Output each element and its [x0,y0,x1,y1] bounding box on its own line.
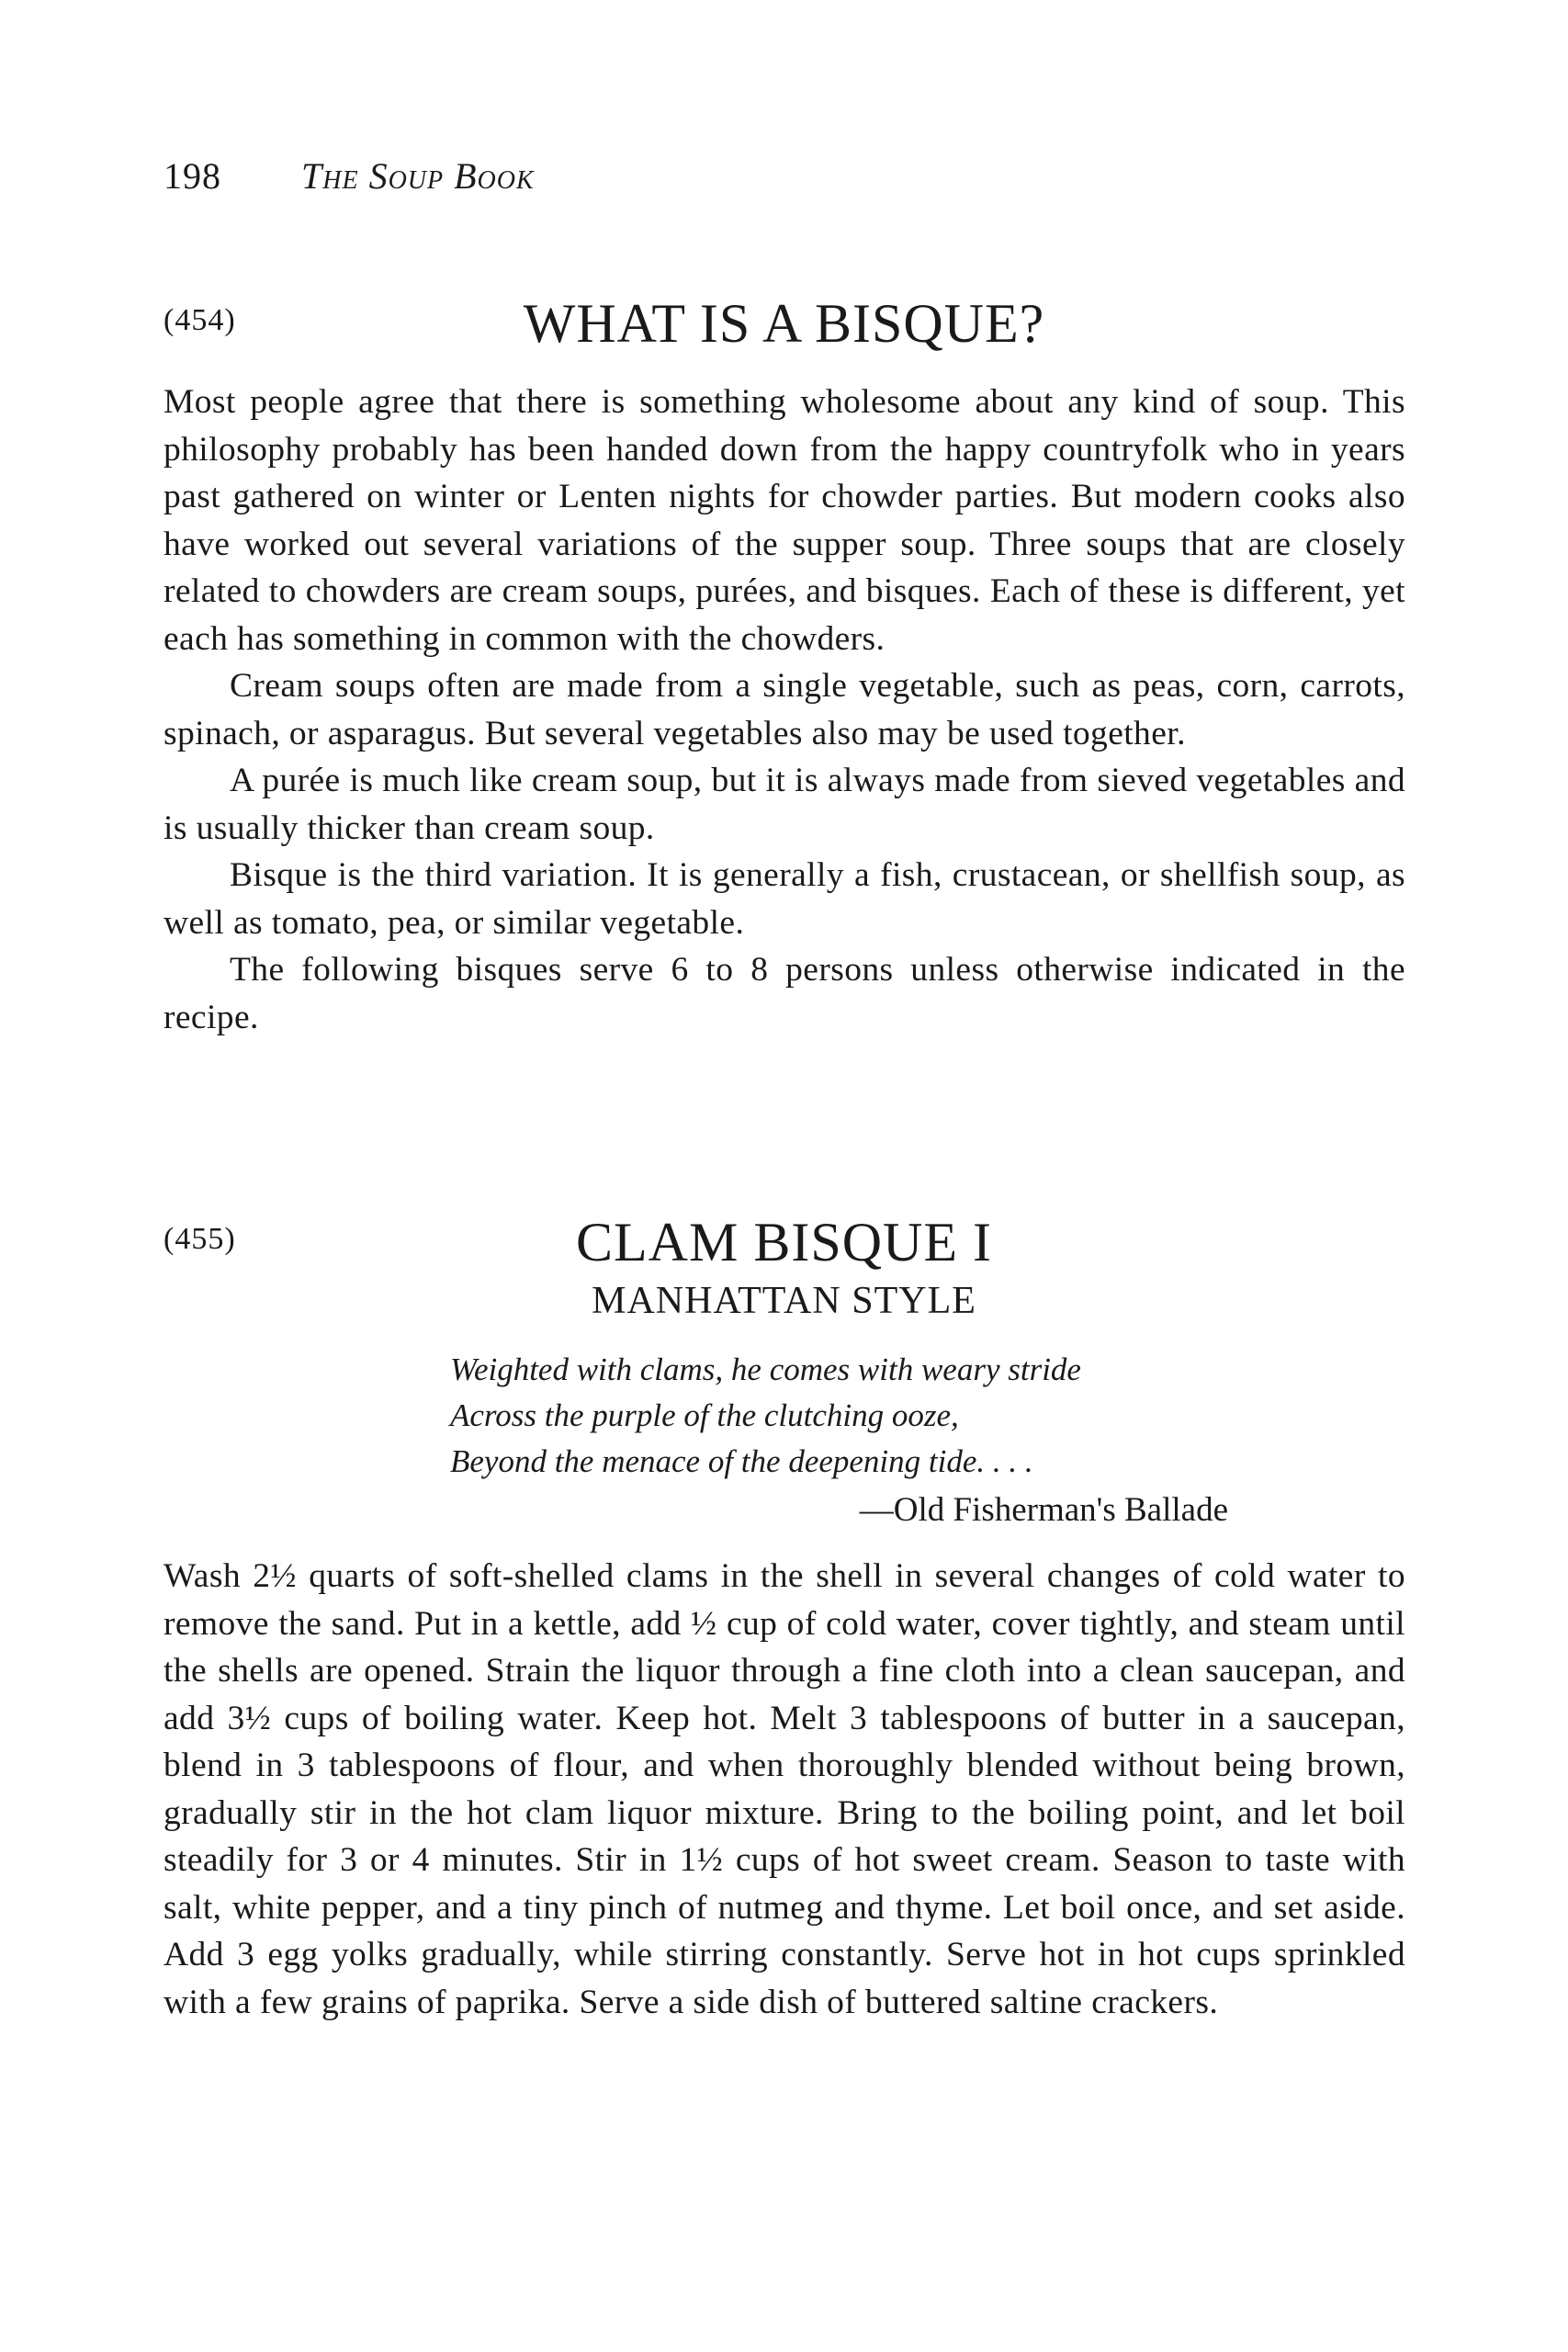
section-subtitle: MANHATTAN STYLE [592,1280,976,1322]
epigraph-verse [450,1347,1240,1485]
paragraph: Wash 2½ quarts of soft-shelled clams in the shell in several changes of cold water to remove the sand. Put in a kettle, add ½ cup of cold water, cover tightly, and steam until the shells are opened. Strain the liquor through a fine cloth into a clean saucepan, and add 3½ cups of boiling water. Keep hot. Melt 3 tablespoons of butter in a saucepan, blend in 3 tablespoons of flour, and when thoroughly blended without being brown, gradually stir in the hot clam liquor mixture. Bring to the boiling point, and let boil steadily for 3 or 4 minutes. Stir in 1½ cups of hot sweet cream. Season to taste with salt, white pepper, and a tiny pinch of nutmeg and thyme. Let boil once, and set aside. Add 3 egg yolks gradually, while stirring constantly. Serve hot in hot cups sprinkled with a few grains of paprika. Serve a side dish of buttered saltine crackers. [164,1557,1405,2021]
verse-line: Across the purple of the clutching ooze, [450,1397,959,1433]
page-number: 198 [164,155,221,197]
intro-text [164,379,1405,1041]
verse-attribution: —Old Fisherman's Ballade [859,1491,1228,1529]
paragraph: Cream soups often are made from a single vegetable, such as peas, corn, carrots, spinach, or asparagus. But several vegetables also may be used together. [164,667,1405,752]
paragraph: A purée is much like cream soup, but it is always made from sieved vegetables and is usually thicker than cream soup. [164,762,1405,847]
paragraph: The following bisques serve 6 to 8 persons unless otherwise indicated in the recipe. [164,951,1405,1036]
verse-line: Weighted with clams, he comes with weary stride [450,1351,1081,1387]
recipe-number-455: (455) [164,1222,236,1256]
section-title-clam-bisque: CLAM BISQUE I [575,1212,992,1272]
book-title: The Soup Book [301,155,535,197]
paragraph: Most people agree that there is something wholesome about any kind of soup. This philosophy probably has been handed down from the happy countryfolk who in years past gathered on winter or Lenten nights for chowder parties. But modern cooks also have worked out several variations of the supper soup. Three soups that are closely related to chowders are cream soups, purées, and bisques. Each of these is different, yet each has something in common with the chowders. [164,383,1405,658]
recipe-number-454: (454) [164,303,236,337]
paragraph: Bisque is the third variation. It is generally a fish, crustacean, or shellfish soup, as well as tomato, pea, or similar vegetable. [164,856,1405,942]
recipe-text [164,1553,1405,2026]
running-head [164,154,535,198]
section-title-what-is-a-bisque: WHAT IS A BISQUE? [523,293,1045,354]
verse-line: Beyond the menace of the deepening tide. . . . [450,1443,1033,1479]
